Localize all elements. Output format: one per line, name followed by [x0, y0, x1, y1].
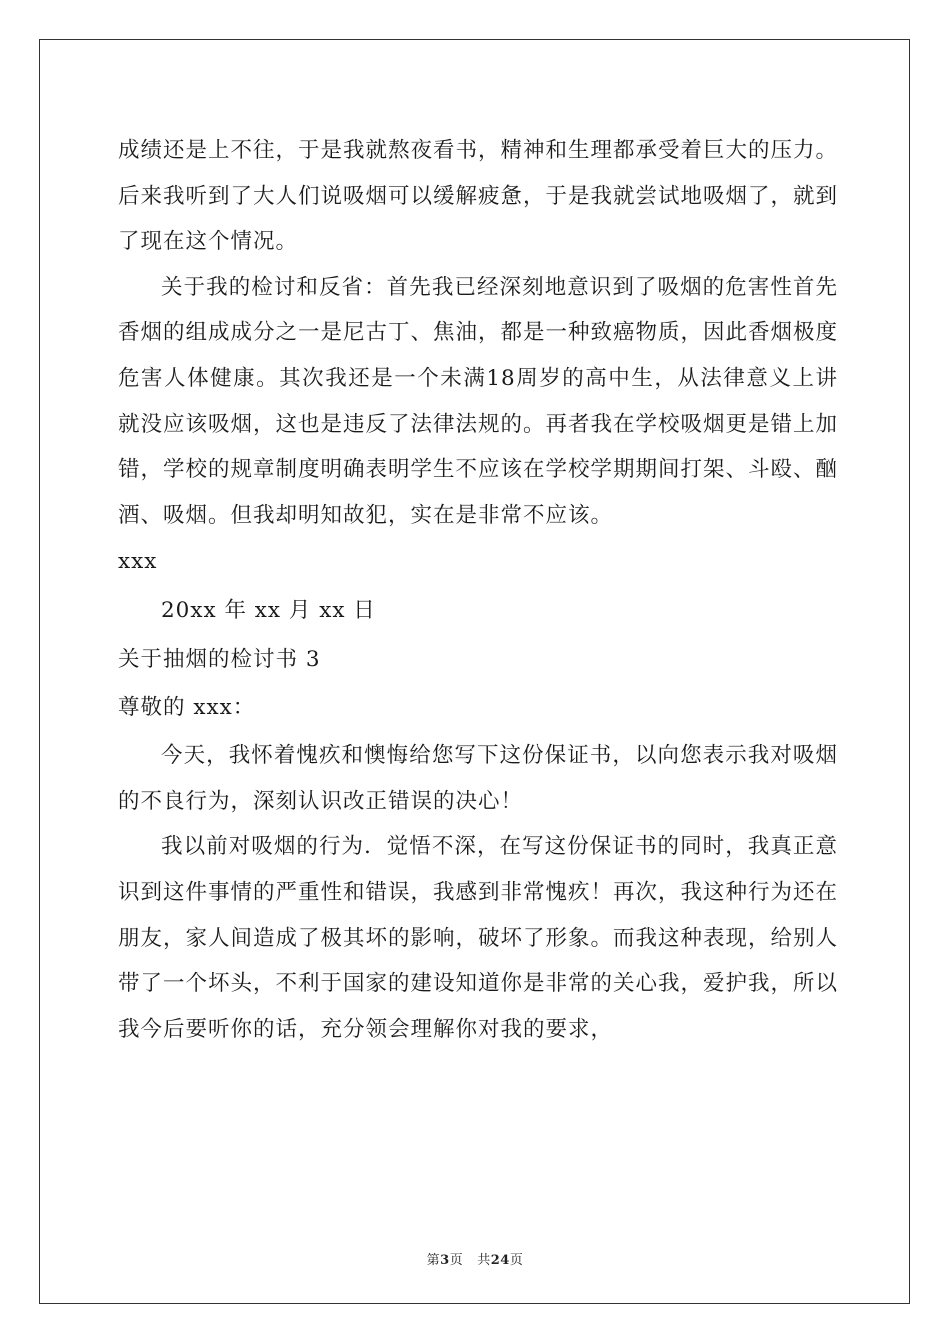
date-line: 20xx 年 xx 月 xx 日 — [161, 598, 376, 624]
paragraph-reflection: 关于我的检讨和反省：首先我已经深刻地意识到了吸烟的危害性首先香烟的组成成分之一是尼古丁、焦油，都是一种致癌物质，因此香烟极度危害人体健康。其次我还是一个未满18周岁的高中生，从法律意义上讲就没应该吸烟，这也是违反了法律法规的。再者我在学校吸烟更是错上加错，学校的规章制度明确表明学生不应该在学校学期期间打架、斗殴、酗酒、吸烟。但我却明知故犯，实在是非常不应该。 — [118, 274, 839, 528]
paragraph-body: 我以前对吸烟的行为．觉悟不深，在写这份保证书的同时，我真正意识到这件事情的严重性和错误，我感到非常愧疚！再次，我这种行为还在朋友，家人间造成了极其坏的影响，破坏了形象。而我这种表现，给别人带了一个坏头，不利于国家的建设知道你是非常的关心我，爱护我，所以我今后要听你的话，充分领会理解你对我的要求， — [118, 834, 839, 1042]
paragraph-continued: 成绩还是上不往，于是我就熬夜看书，精神和生理都承受着巨大的压力。后来我听到了大人们说吸烟可以缓解疲惫，于是我就尝试地吸烟了，就到了现在这个情况。 — [118, 138, 839, 255]
footer-page-prefix: 第 — [426, 1253, 441, 1268]
footer-total-suffix: 页 — [509, 1253, 524, 1268]
document-body — [118, 128, 838, 1052]
footer-page-suffix: 页 — [449, 1253, 464, 1268]
footer-total-prefix: 共 — [477, 1253, 491, 1268]
paragraph-intro: 今天，我怀着愧疚和懊悔给您写下这份保证书，以向您表示我对吸烟的不良行为，深刻认识改正错误的决心！ — [118, 743, 838, 814]
footer-page-current: 3 — [440, 1253, 450, 1268]
page-footer — [0, 1249, 950, 1268]
section-title: 关于抽烟的检讨书 3 — [118, 646, 321, 672]
signature: xxx — [118, 549, 158, 575]
salutation: 尊敬的 xxx： — [118, 695, 256, 721]
footer-page-total: 24 — [490, 1253, 510, 1268]
